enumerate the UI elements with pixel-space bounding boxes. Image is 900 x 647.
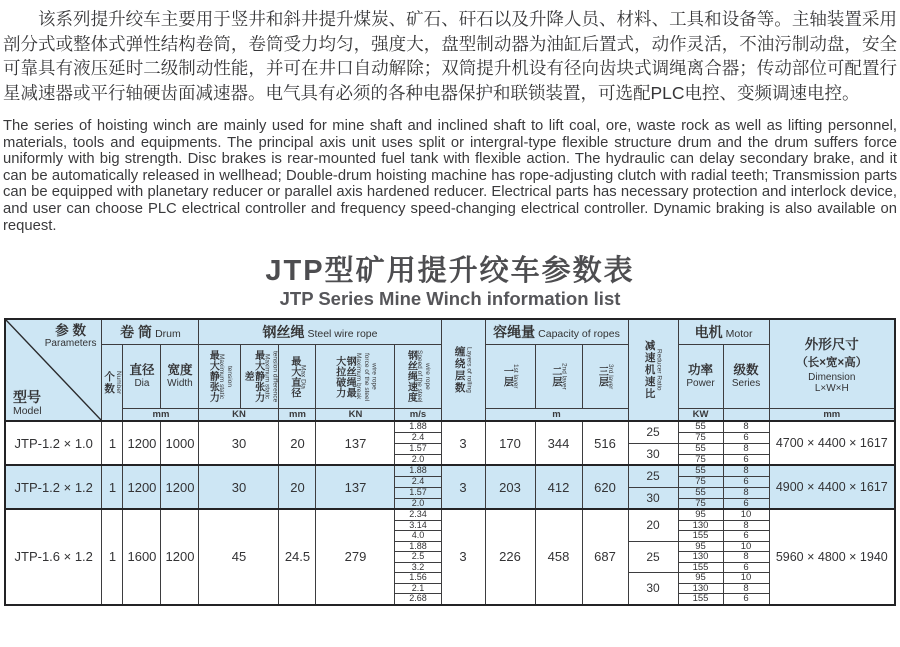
parameters-label: 参 数 Parameters <box>44 322 97 350</box>
winch-table-body <box>5 421 895 605</box>
rope-speed-cell: 1.56 <box>395 573 441 584</box>
drum-width-cell: 1200 <box>161 509 199 605</box>
reducer-ratio-header: 减速机速比 Reducer Ratio <box>628 319 678 422</box>
motor-power-cell: 55 <box>678 487 723 498</box>
drum-width-cell: 1000 <box>161 421 199 465</box>
motor-power-cell: 75 <box>678 476 723 487</box>
dimension-cell: 5960 × 4800 × 1940 <box>769 509 895 605</box>
table-row <box>5 465 895 476</box>
drum-width-header: 宽度 Width <box>161 345 199 409</box>
motor-power-cell: 155 <box>678 594 723 605</box>
capacity-layer1-cell: 226 <box>485 509 535 605</box>
reducer-ratio-cell: 25 <box>628 421 678 443</box>
page-title-cn: JTP型矿用提升绞车参数表 <box>265 255 635 288</box>
break-force-cell: 137 <box>316 465 395 509</box>
rope-max-dia-cell: 20 <box>279 465 316 509</box>
motor-series-cell: 6 <box>723 594 769 605</box>
unit-tension-kn: KN <box>199 409 279 422</box>
winch-spec-table <box>4 318 896 606</box>
max-static-tension-cell: 30 <box>199 465 279 509</box>
dimension-cell: 4900 × 4400 × 1617 <box>769 465 895 509</box>
drum-group-header: 卷 筒 Drum <box>102 319 199 345</box>
dimension-cell: 4700 × 4400 × 1617 <box>769 421 895 465</box>
motor-series-cell: 10 <box>723 509 769 520</box>
reducer-ratio-cell: 30 <box>628 443 678 465</box>
rope-speed-cell: 2.4 <box>395 432 441 443</box>
reducer-ratio-cell: 30 <box>628 573 678 605</box>
motor-group-header: 电机 Motor <box>678 319 769 345</box>
rope-max-dia-cell: 24.5 <box>279 509 316 605</box>
motor-series-cell: 8 <box>723 520 769 531</box>
model-cell: JTP-1.2 × 1.2 <box>5 465 102 509</box>
layer3-header: 三层 3rd layer <box>582 345 628 409</box>
rope-speed-cell: 2.0 <box>395 498 441 509</box>
rope-speed-cell: 1.88 <box>395 465 441 476</box>
motor-power-cell: 130 <box>678 583 723 594</box>
rope-speed-cell: 1.88 <box>395 541 441 552</box>
motor-power-cell: 130 <box>678 552 723 563</box>
reducer-ratio-cell: 20 <box>628 509 678 541</box>
reducer-ratio-cell: 25 <box>628 465 678 487</box>
drum-dia-cell: 1200 <box>123 421 161 465</box>
break-force-header: 钢丝绳最大拉破力 Maximum break force of the steel wire rope <box>316 345 395 409</box>
motor-power-cell: 95 <box>678 573 723 584</box>
unit-power-kw: KW <box>678 409 723 422</box>
motor-series-cell: 8 <box>723 421 769 432</box>
rope-speed-cell: 4.0 <box>395 531 441 542</box>
break-force-cell: 279 <box>316 509 395 605</box>
max-static-tension-cell: 45 <box>199 509 279 605</box>
motor-power-cell: 75 <box>678 498 723 509</box>
motor-power-cell: 95 <box>678 541 723 552</box>
max-static-tension-cell: 30 <box>199 421 279 465</box>
motor-series-cell: 8 <box>723 465 769 476</box>
max-static-tension-header: 最大静张力 Maximum static tension <box>199 345 241 409</box>
model-label: 型号 Model <box>12 389 42 417</box>
table-row <box>5 421 895 432</box>
unit-break-kn: KN <box>316 409 395 422</box>
reducer-ratio-cell: 25 <box>628 541 678 573</box>
motor-series-cell: 6 <box>723 476 769 487</box>
motor-series-header: 级数 Series <box>723 345 769 409</box>
motor-series-cell: 8 <box>723 487 769 498</box>
motor-power-cell: 55 <box>678 421 723 432</box>
model-cell: JTP-1.6 × 1.2 <box>5 509 102 605</box>
motor-power-cell: 155 <box>678 562 723 573</box>
motor-series-cell: 6 <box>723 454 769 465</box>
drum-number-header: 个数 Number <box>102 345 123 422</box>
motor-power-cell: 55 <box>678 465 723 476</box>
motor-power-cell: 155 <box>678 531 723 542</box>
motor-power-header: 功率 Power <box>678 345 723 409</box>
unit-speed-ms: m/s <box>395 409 441 422</box>
capacity-layer2-cell: 344 <box>535 421 582 465</box>
unit-capacity-m: m <box>485 409 628 422</box>
layers-cell: 3 <box>441 421 485 465</box>
unit-maxdia-mm: mm <box>279 409 316 422</box>
table-row <box>5 509 895 520</box>
dimension-header: 外形尺寸 （长×宽×高） Dimension L×W×H <box>769 319 895 409</box>
motor-series-cell: 6 <box>723 498 769 509</box>
intro-paragraph-cn: 该系列提升绞车主要用于竖井和斜井提升煤炭、矿石、矸石以及升降人员、材料、工具和设备等。主轴装置采用剖分式或整体式弹性结构卷筒，卷筒受力均匀，强度大，盘型制动器为油缸后置式，动作灵活，不油污制动盘，安全可靠具有液压延时二级制动性能，并可在井口自动解除；双筒提升机设有径向齿块式调绳离合器；传动部位可配置行星减速器或平行轴硬齿面减速器。电气具有必须的各种电器保护和联锁装置，可选配PLC电控、变频调速电控。 <box>3 9 897 103</box>
motor-series-cell: 10 <box>723 541 769 552</box>
rope-speed-cell: 2.68 <box>395 594 441 605</box>
rope-speed-cell: 1.57 <box>395 487 441 498</box>
motor-power-cell: 130 <box>678 520 723 531</box>
motor-series-cell: 8 <box>723 552 769 563</box>
intro-paragraph-en: The series of hoisting winch are mainly used for mine shaft and inclined shaft to lift coal, ore, waste rock as well as lifting personnel, materials, tools and equipments. The principal axis unit uses split or intergral-type flexible structure drum and the drum suffers force uniformly with big strength. Disc brakes is rear-mounted fuel tank with flexible action. The hydraulic can delay secondary brake, and it can be automatically released in wellhead; Double-drum hoisting machine has rope-adjusting clutch with radial teeth; Transmission parts can be equipped with planetary reducer or parallel axis hardened reducer. Electrical parts has necessary protection and interlock device, and user can choose PLC electrical controller and frequency speed-changing electrical controller. Dynamic braking is also available on request. <box>3 118 897 234</box>
capacity-layer2-cell: 458 <box>535 509 582 605</box>
motor-power-cell: 75 <box>678 454 723 465</box>
header-group-row <box>5 319 895 345</box>
model-cell: JTP-1.2 × 1.0 <box>5 421 102 465</box>
rope-speed-cell: 3.2 <box>395 562 441 573</box>
capacity-layer1-cell: 203 <box>485 465 535 509</box>
motor-series-cell: 6 <box>723 562 769 573</box>
rope-max-dia-header: 最大直径 Max Dia <box>279 345 316 409</box>
motor-power-cell: 95 <box>678 509 723 520</box>
layer1-header: 一层 1st layer <box>485 345 535 409</box>
layers-header: 缠绕层数 Layers of rolling <box>441 319 485 422</box>
rope-speed-header: 钢丝绳速度 Speed of the steel wire rope <box>395 345 441 409</box>
rope-speed-cell: 2.4 <box>395 476 441 487</box>
rope-speed-cell: 3.14 <box>395 520 441 531</box>
model-parameters-diagonal-cell <box>5 319 102 422</box>
motor-series-cell: 6 <box>723 432 769 443</box>
rope-group-header: 钢丝绳 Steel wire rope <box>199 319 441 345</box>
rope-speed-cell: 2.0 <box>395 454 441 465</box>
drum-dia-cell: 1600 <box>123 509 161 605</box>
drum-width-cell: 1200 <box>161 465 199 509</box>
motor-series-cell: 8 <box>723 583 769 594</box>
drum-dia-header: 直径 Dia <box>123 345 161 409</box>
drum-number-cell: 1 <box>102 465 123 509</box>
motor-series-cell: 10 <box>723 573 769 584</box>
unit-series-empty <box>723 409 769 422</box>
capacity-layer2-cell: 412 <box>535 465 582 509</box>
unit-drum-mm: mm <box>123 409 199 422</box>
page-title-en: JTP Series Mine Winch information list <box>279 287 621 309</box>
unit-dimension-mm: mm <box>769 409 895 422</box>
rope-speed-cell: 2.5 <box>395 552 441 563</box>
capacity-group-header: 容绳量 Capacity of ropes <box>485 319 628 345</box>
break-force-cell: 137 <box>316 421 395 465</box>
reducer-ratio-cell: 30 <box>628 487 678 509</box>
max-static-tension-diff-header: 最大静张力差 Maximum static tension difference <box>241 345 279 409</box>
drum-dia-cell: 1200 <box>123 465 161 509</box>
rope-max-dia-cell: 20 <box>279 421 316 465</box>
motor-power-cell: 55 <box>678 443 723 454</box>
motor-series-cell: 8 <box>723 443 769 454</box>
rope-speed-cell: 2.34 <box>395 509 441 520</box>
rope-speed-cell: 1.57 <box>395 443 441 454</box>
capacity-layer1-cell: 170 <box>485 421 535 465</box>
motor-power-cell: 75 <box>678 432 723 443</box>
capacity-layer3-cell: 687 <box>582 509 628 605</box>
rope-speed-cell: 2.1 <box>395 583 441 594</box>
layers-cell: 3 <box>441 509 485 605</box>
capacity-layer3-cell: 620 <box>582 465 628 509</box>
rope-speed-cell: 1.88 <box>395 421 441 432</box>
layer2-header: 二层 2nd layer <box>535 345 582 409</box>
layers-cell: 3 <box>441 465 485 509</box>
capacity-layer3-cell: 516 <box>582 421 628 465</box>
motor-series-cell: 6 <box>723 531 769 542</box>
drum-number-cell: 1 <box>102 509 123 605</box>
drum-number-cell: 1 <box>102 421 123 465</box>
